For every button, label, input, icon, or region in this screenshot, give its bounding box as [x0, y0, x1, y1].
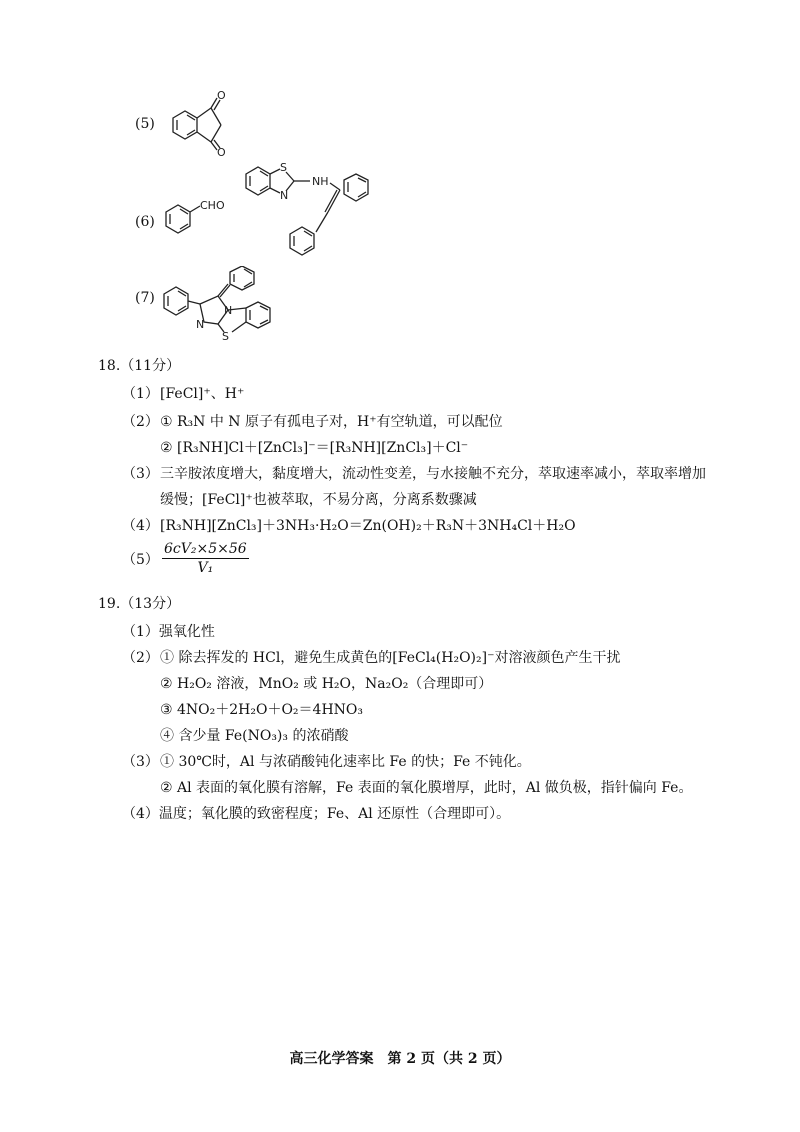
q19-header: 19.（13分） — [98, 596, 181, 612]
thiazole-s-label: S — [280, 161, 287, 174]
q18-header: 18.（11分） — [98, 358, 181, 374]
indanedione-structure — [165, 88, 255, 162]
cho-label: CHO — [200, 199, 225, 212]
q18-p5-label: （5） — [122, 552, 159, 568]
q19-p2-answer-c: ③ 4NO₂＋2H₂O＋O₂＝4HNO₃ — [160, 702, 363, 718]
q18-p1-label: （1） — [122, 386, 159, 402]
benzaldehyde-structure — [160, 194, 230, 248]
oxo-label-top: O — [217, 89, 226, 102]
q18-p3-line1: 三辛胺浓度增大，黏度增大，流动性变差，与水接触不充分，萃取速率减小，萃取率增加 — [160, 466, 706, 482]
q18-p4-label: （4） — [122, 518, 159, 534]
q19-p3-answer-a: ① 30℃时，Al 与浓硝酸钝化速率比 Fe 的快；Fe 不钝化。 — [160, 754, 531, 770]
imine-n-label: N — [196, 318, 205, 331]
amine-nh-label: NH — [312, 175, 329, 188]
q18-p5-fraction — [156, 540, 249, 577]
benzothiazolyl-amine-structure — [240, 160, 380, 274]
q19-p2-label: （2） — [122, 650, 159, 666]
q18-p4-answer: [R₃NH][ZnCl₃]＋3NH₃·H₂O＝Zn(OH)₂＋R₃N＋3NH₄Cl＋H₂O — [160, 518, 576, 534]
bridge-n-label: N — [224, 304, 233, 317]
q18-p3-label: （3） — [122, 466, 159, 482]
item-6-label: (6) — [135, 214, 155, 230]
fraction-denominator: V₁ — [197, 560, 214, 576]
imidazobenzothiazole-structure — [160, 266, 290, 360]
q19-p4-answer: （4）温度；氧化膜的致密程度；Fe、Al 还原性（合理即可）。 — [122, 806, 511, 822]
q18-p3-line2: 缓慢；[FeCl]⁺也被萃取，不易分离，分离系数骤减 — [160, 492, 477, 508]
fraction-numerator: 6cV₂×5×56 — [164, 541, 247, 557]
q19-p1-answer: （1）强氧化性 — [122, 624, 215, 640]
q19-p2-answer-d: ④ 含少量 Fe(NO₃)₃ 的浓硝酸 — [160, 728, 349, 744]
q18-p2-label: （2） — [122, 414, 159, 430]
q19-p3-answer-b: ② Al 表面的氧化膜有溶解，Fe 表面的氧化膜增厚，此时，Al 做负极，指针偏向 Fe。 — [160, 780, 693, 796]
q19-p2-answer-b: ② H₂O₂ 溶液，MnO₂ 或 H₂O，Na₂O₂（合理即可） — [160, 676, 493, 692]
q18-p2-answer-b: ② [R₃NH]Cl＋[ZnCl₃]⁻＝[R₃NH][ZnCl₃]＋Cl⁻ — [160, 440, 469, 456]
page-footer: 高三化学答案 第 2 页（共 2 页） — [289, 1051, 511, 1067]
q18-p1-answer: [FeCl]⁺、H⁺ — [160, 386, 245, 402]
q19-p2-answer-a: ① 除去挥发的 HCl，避免生成黄色的[FeCl₄(H₂O)₂]⁻对溶液颜色产生干扰 — [160, 650, 621, 666]
item-5-label: (5) — [135, 116, 155, 132]
thiazole-s-label-7: S — [222, 330, 229, 343]
oxo-label-bottom: O — [217, 146, 226, 158]
q18-p2-answer-a: ① R₃N 中 N 原子有孤电子对，H⁺有空轨道，可以配位 — [160, 414, 503, 430]
thiazole-n-label: N — [280, 189, 289, 202]
q19-p3-label: （3） — [122, 754, 159, 770]
item-7-label: (7) — [135, 290, 155, 306]
